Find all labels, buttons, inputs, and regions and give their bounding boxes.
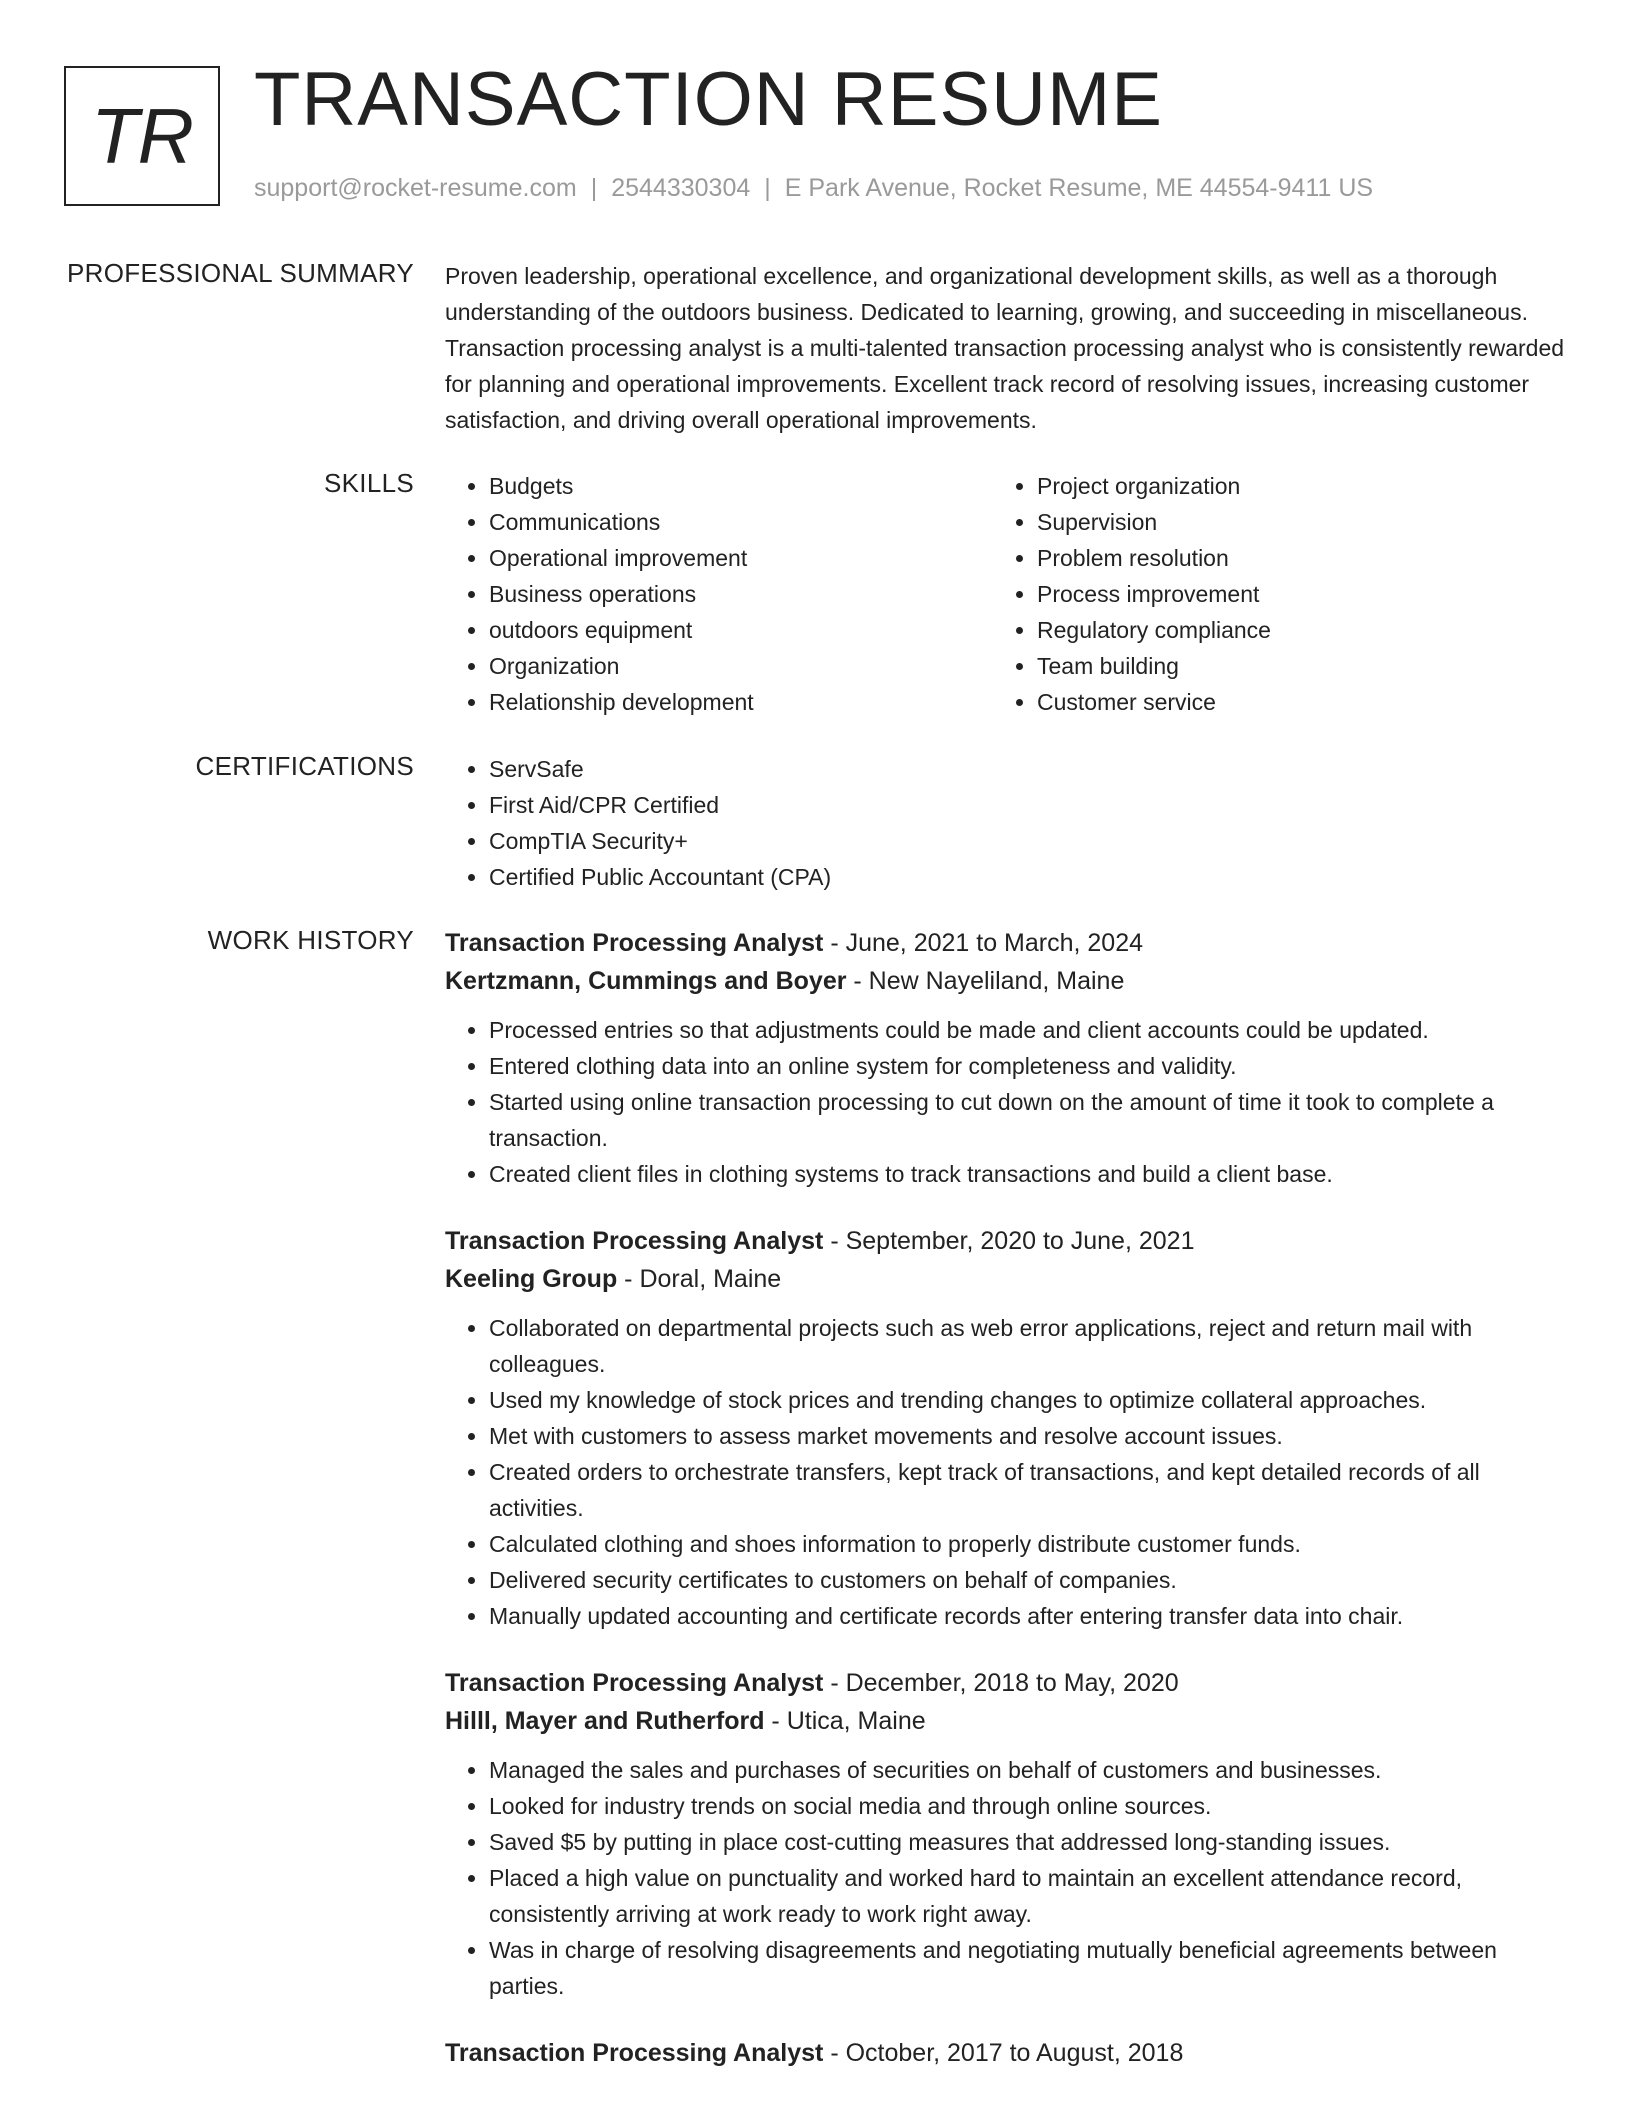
job-duty-item: • Processed entries so that adjustments could be made and client accounts could be updated. — [489, 1012, 1565, 1048]
skill-item: • Regulatory compliance — [1037, 612, 1541, 648]
contact-address: E Park Avenue, Rocket Resume, ME 44554-9411 US — [784, 174, 1374, 202]
job-dates: - December, 2018 to May, 2020 — [823, 1669, 1179, 1697]
job-title-line — [445, 1664, 1565, 1702]
job-company: Hilll, Mayer and Rutherford — [445, 1707, 765, 1735]
job-duty-item: • Created orders to orchestrate transfers, kept track of transactions, and kept detailed records of all activities. — [489, 1454, 1565, 1526]
work-history-heading: WORK HISTORY — [207, 925, 414, 955]
resume-name: TRANSACTION RESUME — [254, 57, 1163, 142]
summary-heading: PROFESSIONAL SUMMARY — [67, 258, 414, 288]
job-title-line — [445, 2034, 1565, 2072]
contact-line — [254, 174, 1373, 203]
job-duty-item: • Created client files in clothing systems to track transactions and build a client base. — [489, 1156, 1565, 1192]
monogram-logo: TR — [64, 66, 220, 206]
skill-item: • Communications — [489, 504, 993, 540]
certifications-section — [445, 751, 1565, 895]
skills-section — [445, 468, 1565, 720]
job-duty-item: • Used my knowledge of stock prices and trending changes to optimize collateral approaches. — [489, 1382, 1565, 1418]
job-company-line — [445, 962, 1565, 1000]
job-dates: - October, 2017 to August, 2018 — [823, 2039, 1184, 2067]
certification-item: • ServSafe — [489, 751, 1565, 787]
job-duty-item: • Manually updated accounting and certificate records after entering transfer data into chair. — [489, 1598, 1565, 1634]
skill-item: • Relationship development — [489, 684, 993, 720]
skill-item: • outdoors equipment — [489, 612, 993, 648]
job-entry — [445, 2034, 1565, 2072]
skill-item: • Supervision — [1037, 504, 1541, 540]
contact-email: support@rocket-resume.com — [254, 174, 577, 202]
job-duty-item: • Collaborated on departmental projects such as web error applications, reject and return mail with colleagues. — [489, 1310, 1565, 1382]
job-title-line — [445, 924, 1565, 962]
job-duty-item: • Delivered security certificates to customers on behalf of companies. — [489, 1562, 1565, 1598]
job-duties-list — [445, 1752, 1565, 2004]
job-location: - New Nayeliland, Maine — [846, 967, 1125, 995]
certification-item: • CompTIA Security+ — [489, 823, 1565, 859]
job-duty-item: • Calculated clothing and shoes information to properly distribute customer funds. — [489, 1526, 1565, 1562]
job-company-line — [445, 1702, 1565, 1740]
job-location: - Doral, Maine — [617, 1265, 782, 1293]
job-duty-item: • Saved $5 by putting in place cost-cutting measures that addressed long-standing issues. — [489, 1824, 1565, 1860]
job-entry — [445, 1222, 1565, 1634]
job-duty-item: • Placed a high value on punctuality and worked hard to maintain an excellent attendance record, consistently arriving at work ready to work right away. — [489, 1860, 1565, 1932]
job-duty-item: • Entered clothing data into an online system for completeness and validity. — [489, 1048, 1565, 1084]
skill-item: • Project organization — [1037, 468, 1541, 504]
skill-item: • Process improvement — [1037, 576, 1541, 612]
job-company: Kertzmann, Cummings and Boyer — [445, 967, 847, 995]
skill-item: • Budgets — [489, 468, 993, 504]
contact-separator: | — [764, 174, 771, 202]
job-entry — [445, 1664, 1565, 2004]
job-duties-list — [445, 1310, 1565, 1634]
job-duty-item: • Managed the sales and purchases of securities on behalf of customers and businesses. — [489, 1752, 1565, 1788]
certification-item: • First Aid/CPR Certified — [489, 787, 1565, 823]
skill-item: • Operational improvement — [489, 540, 993, 576]
job-title: Transaction Processing Analyst — [445, 929, 824, 957]
job-entry — [445, 924, 1565, 1192]
job-location: - Utica, Maine — [764, 1707, 926, 1735]
certifications-heading: CERTIFICATIONS — [195, 751, 414, 781]
certification-item: • Certified Public Accountant (CPA) — [489, 859, 1565, 895]
contact-separator: | — [590, 174, 598, 202]
job-title: Transaction Processing Analyst — [445, 2039, 824, 2067]
skill-item: • Team building — [1037, 648, 1541, 684]
job-title: Transaction Processing Analyst — [445, 1669, 824, 1697]
job-company: Keeling Group — [445, 1265, 618, 1293]
contact-phone: 2544330304 — [611, 174, 751, 202]
work-history-section — [445, 924, 1565, 2102]
job-duty-item: • Was in charge of resolving disagreements and negotiating mutually beneficial agreements between parties. — [489, 1932, 1565, 2004]
skills-heading: SKILLS — [324, 468, 414, 498]
skills-list-left — [445, 468, 993, 720]
job-dates: - June, 2021 to March, 2024 — [823, 929, 1144, 957]
skill-item: • Organization — [489, 648, 993, 684]
job-dates: - September, 2020 to June, 2021 — [823, 1227, 1195, 1255]
summary-text: Proven leadership, operational excellence, and organizational development skills, as well as a thorough understanding of the outdoors business. Dedicated to learning, growing, and succeeding in miscellaneous. Transaction processing analyst is a multi-talented transaction processing analyst who is consistently rewarded for planning and operational improvements. Excellent track record of resolving issues, increasing customer satisfaction, and driving overall operational improvements. — [445, 263, 1565, 433]
skills-list-right — [993, 468, 1541, 720]
job-duties-list — [445, 1012, 1565, 1192]
job-title: Transaction Processing Analyst — [445, 1227, 824, 1255]
skill-item: • Business operations — [489, 576, 993, 612]
job-duty-item: • Met with customers to assess market movements and resolve account issues. — [489, 1418, 1565, 1454]
job-title-line — [445, 1222, 1565, 1260]
job-duty-item: • Looked for industry trends on social media and through online sources. — [489, 1788, 1565, 1824]
skill-item: • Problem resolution — [1037, 540, 1541, 576]
certifications-list — [445, 751, 1565, 895]
job-duty-item: • Started using online transaction processing to cut down on the amount of time it took to complete a transaction. — [489, 1084, 1565, 1156]
skill-item: • Customer service — [1037, 684, 1541, 720]
job-company-line — [445, 1260, 1565, 1298]
